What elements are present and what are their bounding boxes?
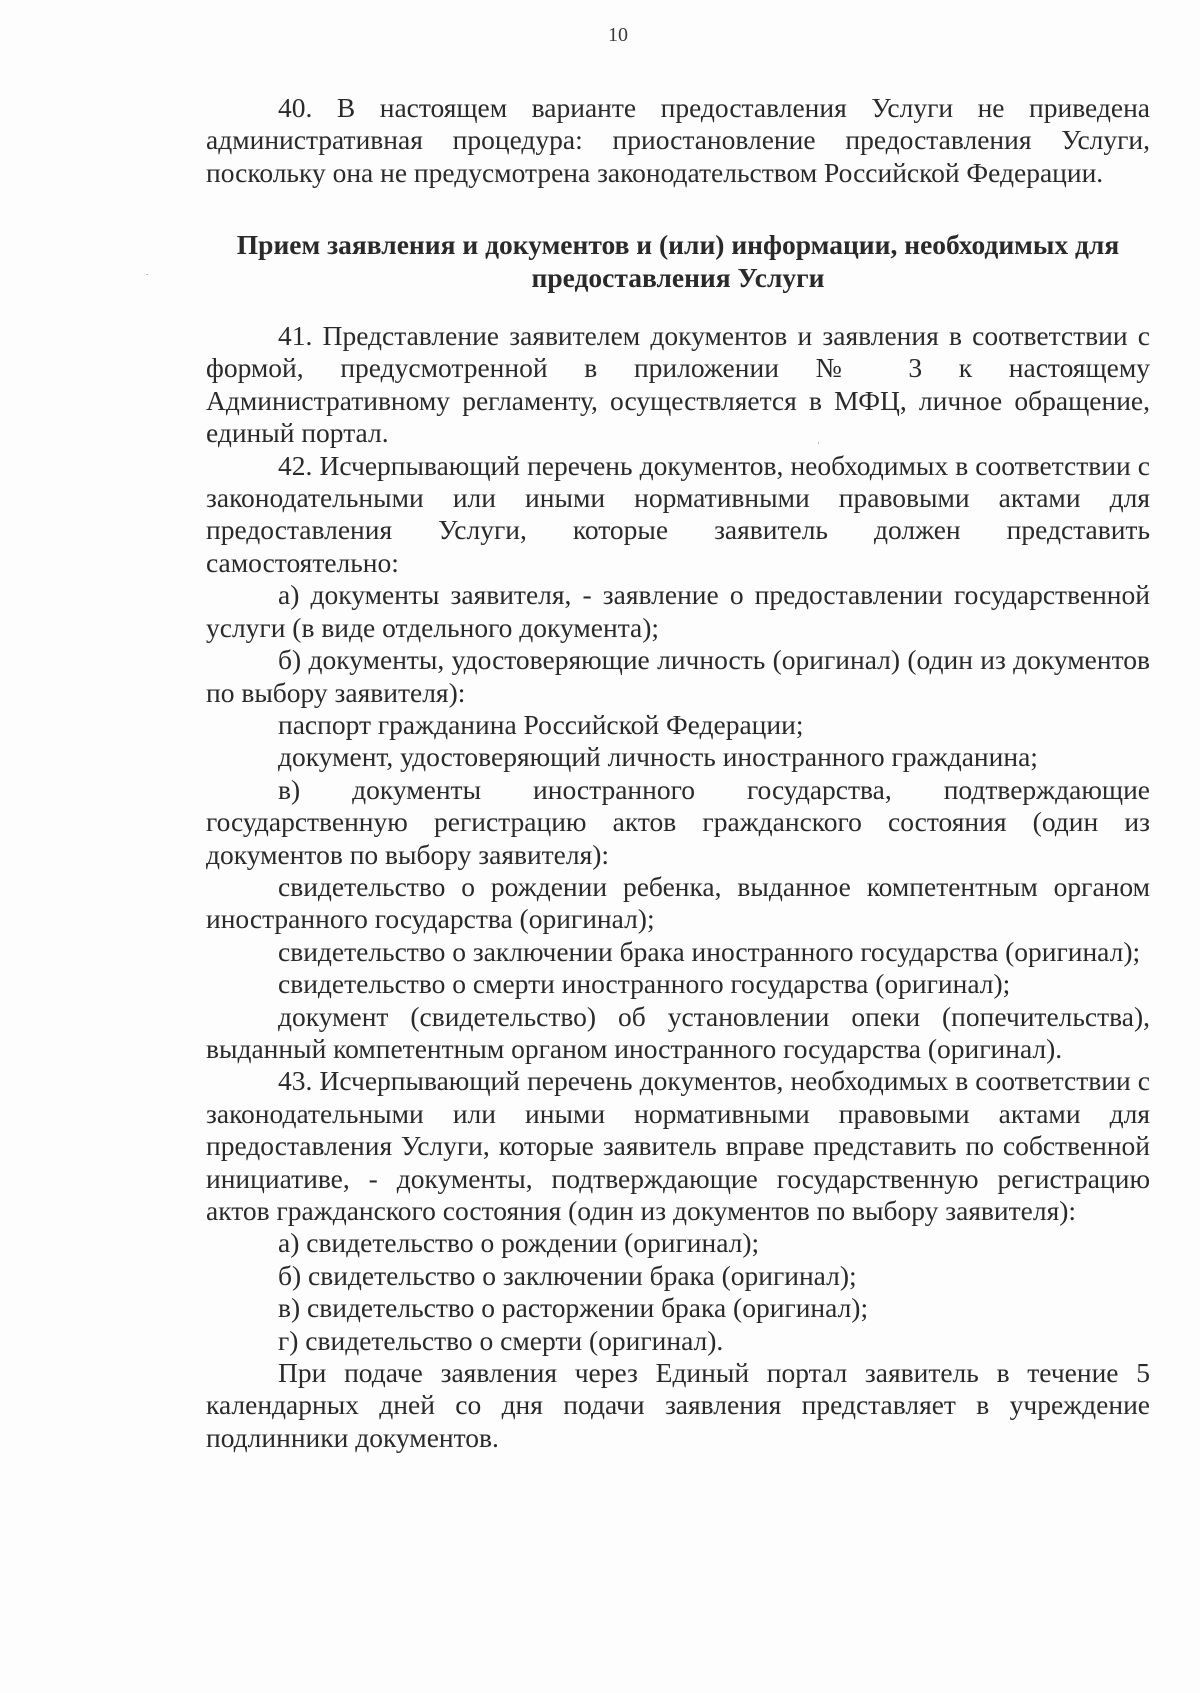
paragraph-42-v-item: документ (свидетельство) об установлении опеки (попечительства), выданный компетентным органом иностранного государства (оригинал).	[206, 1000, 1150, 1064]
paragraph-43-a: а) свидетельство о рождении (оригинал);	[278, 1227, 760, 1259]
paragraph-42-b-item: документ, удостоверяющий личность иностранного гражданина;	[278, 741, 1038, 773]
paragraph-43-g: г) свидетельство о смерти (оригинал).	[278, 1324, 724, 1356]
paragraph-42-a: а) документы заявителя, - заявление о предоставлении государственной услуги (в виде отдельного документа);	[206, 579, 1150, 643]
scan-artifact	[146, 274, 148, 275]
paragraph-42-v: в) документы иностранного государства, подтверждающие государственную регистрацию актов гражданского состояния (один из документов по выбору заявителя):	[206, 773, 1150, 870]
paragraph-43-v: в) свидетельство о расторжении брака (оригинал);	[278, 1292, 869, 1324]
paragraph-42-v-item: свидетельство о рождении ребенка, выданное компетентным органом иностранного государства (оригинал);	[206, 870, 1150, 935]
paragraph-42-b-item: паспорт гражданина Российской Федерации;	[278, 708, 804, 740]
paragraph-43-b: б) свидетельство о заключении брака (оригинал);	[278, 1259, 857, 1291]
paragraph-42-v-item: свидетельство о заключении брака иностранного государства (оригинал);	[278, 935, 1141, 967]
paragraph-final: При подаче заявления через Единый портал заявитель в течение 5 календарных дней со дня подачи заявления представляет в учреждение подлинники документов.	[206, 1357, 1150, 1453]
paragraph-42-v-item: свидетельство о смерти иностранного государства (оригинал);	[278, 968, 1011, 1000]
paragraph-43: 43. Исчерпывающий перечень документов, необходимых в соответствии с законодательными или иными нормативными правовыми актами для предоставления Услуги, которые заявитель вправе представить по собственной инициативе, - документы, подтверждающие государственную регистрацию актов гражданского состояния (один из документов по выбору заявителя):	[206, 1065, 1150, 1226]
page-number: 10	[608, 24, 628, 46]
paragraph-42: 42. Исчерпывающий перечень документов, необходимых в соответствии с законодательными или иными нормативными правовыми актами для предоставления Услуги, которые заявитель должен представить самостоятельно:	[206, 449, 1150, 578]
paragraph-40: 40. В настоящем варианте предоставления Услуги не приведена административная процедура: приостановление предоставления Услуги, поскольку она не предусмотрена законодательством Российской Федерации.	[206, 92, 1150, 188]
paragraph-42-b: б) документы, удостоверяющие личность (оригинал) (один из документов по выбору заявителя):	[206, 644, 1150, 708]
document-body	[206, 92, 1150, 1454]
section-heading: Прием заявления и документов и (или) информации, необходимых для предоставления Услуги	[236, 229, 1120, 293]
paragraph-41: 41. Представление заявителем документов и заявления в соответствии с формой, предусмотренной в приложении № 3 к настоящему Административному регламенту, осуществляется в МФЦ, личное обращение, единый портал.	[206, 320, 1150, 449]
